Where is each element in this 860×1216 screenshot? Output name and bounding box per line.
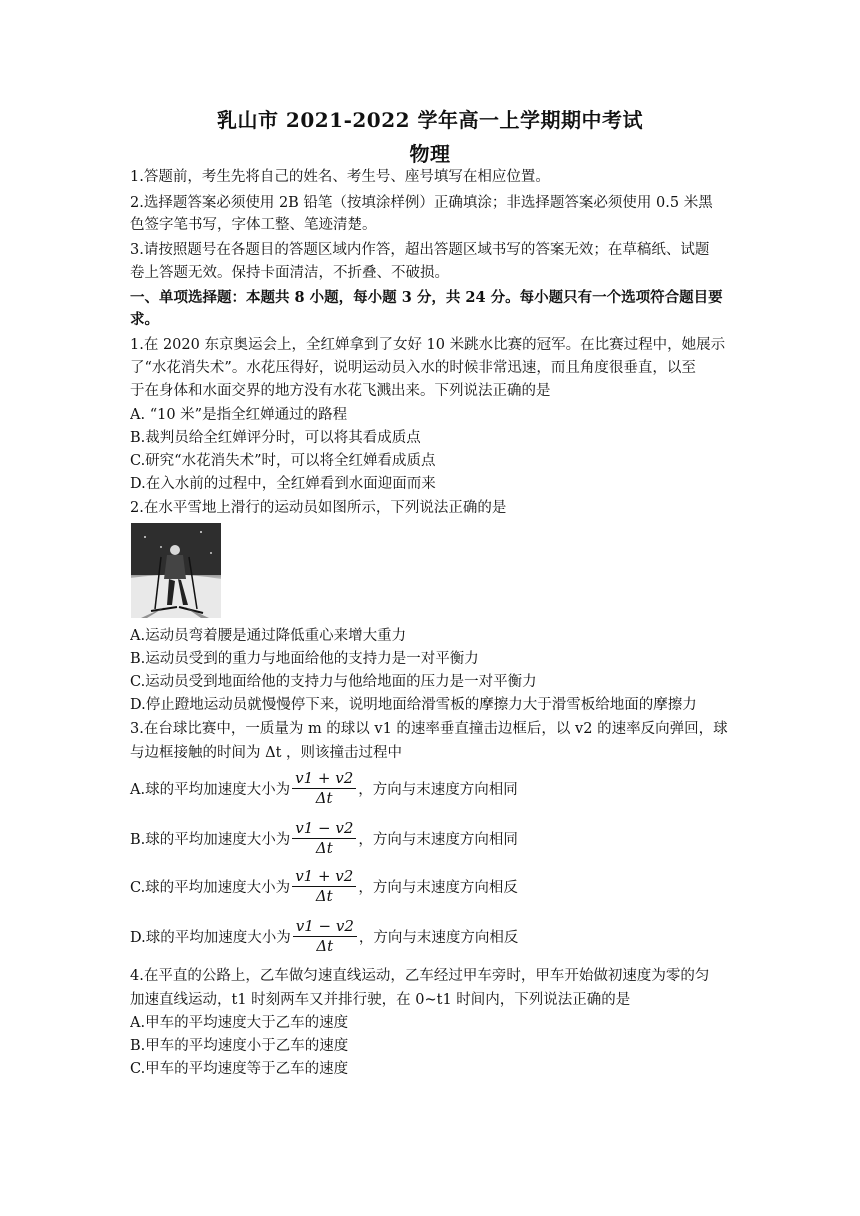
q3-option-d [130, 913, 518, 959]
q4-option-c: C.甲车的平均速度等于乙车的速度 [130, 1061, 349, 1077]
exam-subject: 物理 [409, 142, 451, 166]
q3-option-d-prefix: D.球的平均加速度大小为 [130, 929, 291, 946]
section-heading: 一、单项选择题：本题共 8 小题，每小题 3 分，共 24 分。每小题只有一个选项符合题目要 [130, 289, 723, 306]
fraction-denominator: Δt [315, 788, 333, 807]
q3-option-c [130, 863, 518, 909]
q1-stem-2: 了“水花消失术”。水花压得好，说明运动员入水的时候非常迅速，而且角度很垂直，以至 [130, 360, 696, 376]
q3-option-d-fraction [293, 917, 357, 956]
q1-stem-3: 于在身体和水面交界的地方没有水花飞溅出来。下列说法正确的是 [130, 383, 551, 399]
q4-option-b: B.甲车的平均速度小于乙车的速度 [130, 1038, 349, 1054]
q4-option-a: A.甲车的平均速度大于乙车的速度 [130, 1015, 349, 1031]
q3-option-a-prefix: A.球的平均加速度大小为 [130, 781, 291, 798]
q3-option-c-suffix: ，方向与末速度方向相反 [358, 879, 518, 896]
q1-option-b: B.裁判员给全红婵评分时，可以将其看成质点 [130, 430, 421, 446]
q3-option-b [130, 815, 518, 861]
fraction-denominator: Δt [316, 936, 334, 955]
q3-stem-2: 与边框接触的时间为 Δt ，则该撞击过程中 [130, 745, 403, 761]
instruction-3-cont: 卷上答题无效。保持卡面清洁，不折叠、不破损。 [130, 265, 449, 281]
q2-option-d: D.停止蹬地运动员就慢慢停下来，说明地面给滑雪板的摩擦力大于滑雪板给地面的摩擦力 [130, 697, 697, 713]
q3-option-a [130, 765, 518, 811]
instruction-1: 1.答题前，考生先将自己的姓名、考生号、座号填写在相应位置。 [130, 169, 550, 185]
q3-option-b-fraction [292, 819, 356, 858]
q3-option-c-prefix: C.球的平均加速度大小为 [130, 879, 291, 896]
fraction-denominator: Δt [315, 838, 333, 857]
q2-option-c: C.运动员受到地面给他的支持力与他给地面的压力是一对平衡力 [130, 674, 537, 690]
q3-option-c-fraction [292, 867, 356, 906]
q3-option-a-suffix: ，方向与末速度方向相同 [358, 781, 518, 798]
q2-stem: 2.在水平雪地上滑行的运动员如图所示，下列说法正确的是 [130, 500, 507, 516]
q2-option-a: A.运动员弯着腰是通过降低重心来增大重力 [130, 628, 407, 644]
instruction-2: 2.选择题答案必须使用 2B 铅笔（按填涂样例）正确填涂；非选择题答案必须使用 0.5 米黑 [130, 195, 713, 211]
q3-option-a-fraction [292, 769, 356, 808]
fraction-numerator: v1 + v2 [292, 769, 356, 789]
fraction-numerator: v1 − v2 [292, 819, 356, 839]
fraction-numerator: v1 + v2 [292, 867, 356, 887]
q3-option-d-suffix: ，方向与末速度方向相反 [358, 929, 519, 946]
q1-option-d: D.在入水前的过程中，全红婵看到水面迎面而来 [130, 476, 436, 492]
instruction-3: 3.请按照题号在各题目的答题区域内作答，超出答题区域书写的答案无效；在草稿纸、试题 [130, 242, 710, 258]
fraction-numerator: v1 − v2 [293, 917, 357, 937]
exam-title: 乳山市 2021-2022 学年高一上学期期中考试 [216, 108, 644, 132]
q3-option-b-prefix: B.球的平均加速度大小为 [130, 831, 291, 848]
q2-option-b: B.运动员受到的重力与地面给他的支持力是一对平衡力 [130, 651, 479, 667]
instruction-2-cont: 色签字笔书写，字体工整、笔迹清楚。 [130, 217, 377, 233]
q4-stem-2: 加速直线运动，t1 时刻两车又并排行驶，在 0~t1 时间内，下列说法正确的是 [130, 992, 631, 1008]
q3-option-b-suffix: ，方向与末速度方向相同 [358, 831, 518, 848]
q1-option-c: C.研究“水花消失术”时，可以将全红婵看成质点 [130, 453, 436, 469]
fraction-denominator: Δt [315, 886, 333, 905]
section-heading-cont: 求。 [130, 311, 159, 328]
q4-stem-1: 4.在平直的公路上，乙车做匀速直线运动，乙车经过甲车旁时，甲车开始做初速度为零的匀 [130, 968, 710, 984]
q1-option-a: A. “10 米”是指全红婵通过的路程 [130, 407, 348, 423]
q3-stem-1: 3.在台球比赛中，一质量为 m 的球以 v1 的速率垂直撞击边框后，以 v2 的速率反向弹回，球 [130, 721, 728, 737]
q1-stem-1: 1.在 2020 东京奥运会上，全红婵拿到了女好 10 米跳水比赛的冠军。在比赛过程中，她展示 [130, 337, 726, 353]
skier-photo [131, 523, 221, 618]
